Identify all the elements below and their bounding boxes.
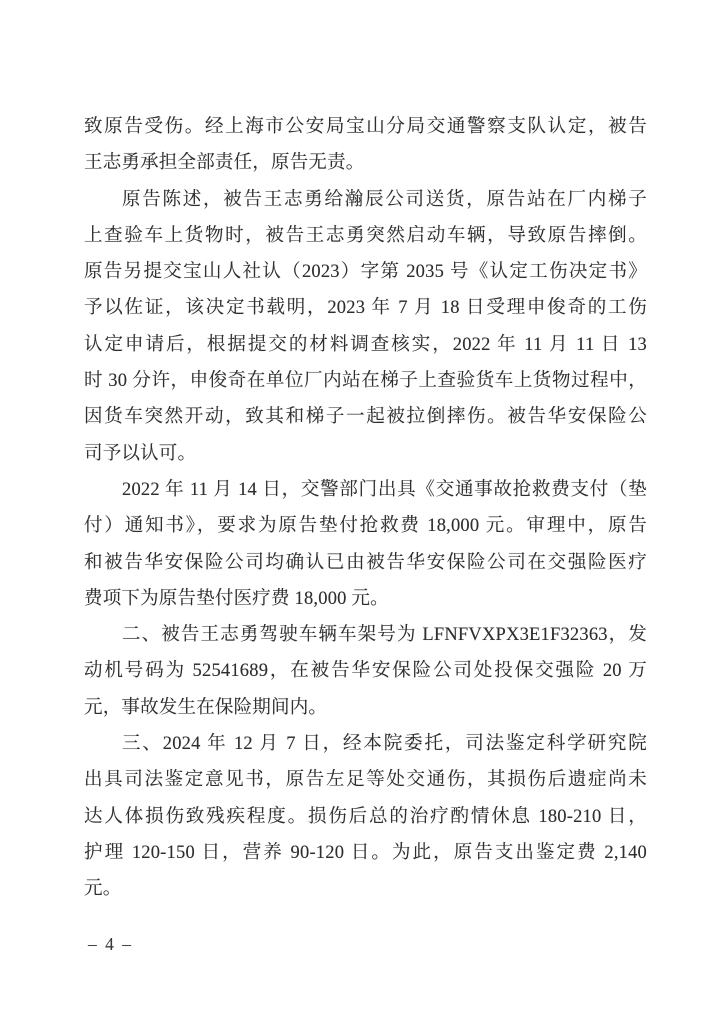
text-line: 2022 年 11 月 14 日，交警部门出具《交通事故抢救费支付（垫 — [122, 479, 647, 500]
text-line: 二、被告王志勇驾驶车辆车架号为 LFNFVXPX3E1F32363，发 — [122, 625, 647, 646]
text-line: 原告陈述，被告王志勇给瀚辰公司送货，原告站在厂内梯子 — [122, 189, 647, 210]
text-line: 出具司法鉴定意见书，原告左足等处交通伤，其损伤后遗症尚未 — [84, 770, 647, 791]
text-line: 上查验车上货物时，被告王志勇突然启动车辆，导致原告摔倒。 — [84, 225, 647, 246]
text-line: 达人体损伤致残疾程度。损伤后总的治疗酌情休息 180-210 日， — [84, 806, 647, 827]
page-number: – 4 – — [88, 934, 133, 954]
text-line: 予以佐证，该决定书载明，2023 年 7 月 18 日受理申俊奇的工伤 — [84, 298, 647, 319]
text-line: 因货车突然开动，致其和梯子一起被拉倒摔伤。被告华安保险公 — [84, 407, 647, 428]
text-line: 和被告华安保险公司均确认已由被告华安保险公司在交强险医疗 — [84, 552, 647, 573]
text-line: 元，事故发生在保险期间内。 — [84, 697, 328, 718]
text-line: 时 30 分许，申俊奇在单位厂内站在梯子上查验货车上货物过程中， — [84, 371, 647, 392]
text-line: 王志勇承担全部责任，原告无责。 — [84, 153, 365, 174]
text-line: 动机号码为 52541689，在被告华安保险公司处投保交强险 20 万 — [84, 661, 647, 682]
text-line: 费项下为原告垫付医疗费 18,000 元。 — [84, 588, 389, 609]
document-body — [84, 109, 647, 908]
text-line: 元。 — [84, 879, 122, 900]
text-line: 护理 120-150 日，营养 90-120 日。为此，原告支出鉴定费 2,140 — [84, 842, 647, 863]
text-line: 认定申请后，根据提交的材料调查核实，2022 年 11 月 11 日 13 — [84, 334, 647, 355]
text-line: 三、2024 年 12 月 7 日，经本院委托，司法鉴定科学研究院 — [122, 734, 647, 755]
text-line: 致原告受伤。经上海市公安局宝山分局交通警察支队认定，被告 — [84, 117, 647, 137]
text-line: 原告另提交宝山人社认（2023）字第 2035 号《认定工伤决定书》 — [84, 262, 647, 283]
text-line: 司予以认可。 — [84, 443, 197, 464]
text-line: 付）通知书》，要求为原告垫付抢救费 18,000 元。审理中，原告 — [84, 516, 647, 537]
